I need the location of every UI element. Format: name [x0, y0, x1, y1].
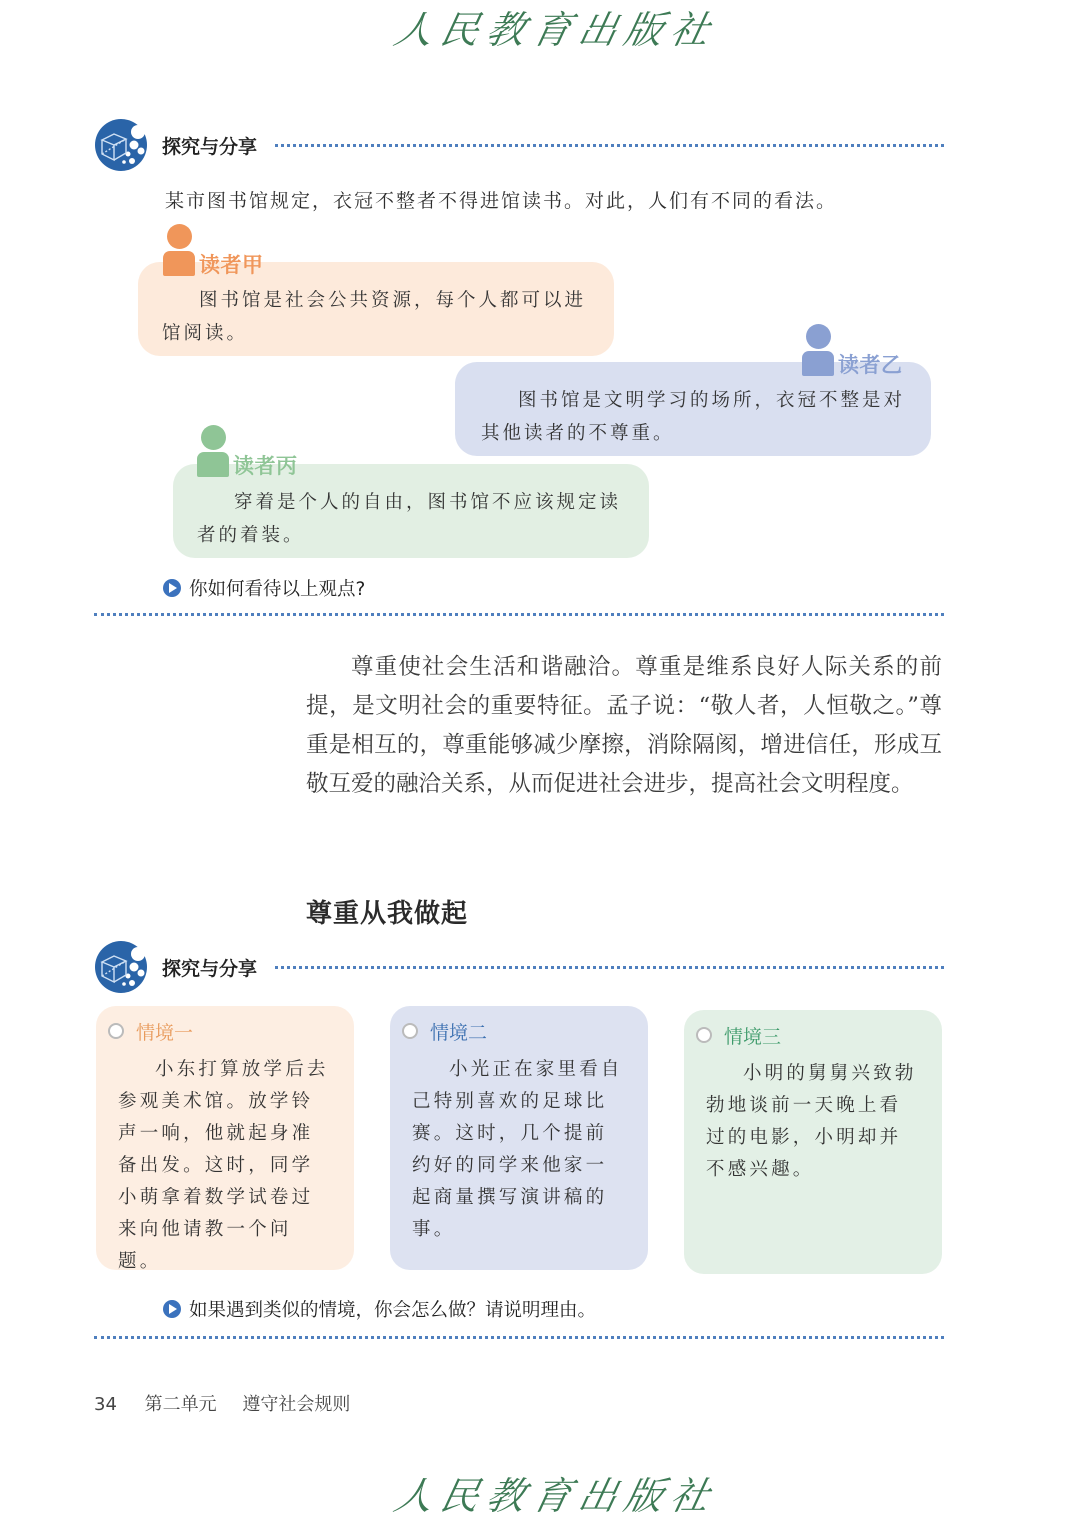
scenario-text: 小东打算放学后去参观美术馆。放学铃声一响，他就起身准备出发。这时，同学小萌拿着数学试卷过来向他请教一个问题。 — [118, 1059, 329, 1272]
question-text: 你如何看待以上观点? — [189, 579, 366, 600]
scenario-card-3 — [684, 1010, 942, 1274]
person-icon — [802, 324, 834, 376]
reader-b-text: 图书馆是文明学习的场所，衣冠不整是对其他读者的不尊重。 — [481, 390, 906, 444]
unit-title: 遵守社会规则 — [242, 1394, 351, 1415]
circle-bullet-icon — [696, 1027, 712, 1043]
person-icon — [197, 425, 229, 477]
explore-share-icon — [94, 940, 148, 994]
reader-c-bubble — [173, 464, 649, 558]
scenario-card-2 — [390, 1006, 648, 1270]
scenario-card-1 — [96, 1006, 354, 1270]
page-number: 34 — [94, 1394, 117, 1415]
person-icon — [163, 224, 195, 276]
scenario-text: 小光正在家里看自己特别喜欢的足球比赛。这时，几个提前约好的同学来他家一起商量撰写演讲稿的事。 — [412, 1059, 623, 1240]
discussion-question-1 — [163, 575, 365, 601]
section-header-explore-1 — [94, 117, 944, 173]
reader-b-name: 读者乙 — [838, 353, 903, 377]
reader-a-text: 图书馆是社会公共资源，每个人都可以进馆阅读。 — [162, 290, 587, 344]
section-title: 探究与分享 — [162, 135, 258, 158]
reader-b-label — [802, 324, 903, 376]
circle-bullet-icon — [402, 1023, 418, 1039]
section-header-explore-2 — [94, 939, 944, 995]
publisher-logo-top: 人民教育出版社 — [390, 8, 722, 52]
reader-c-label — [197, 425, 298, 477]
reader-a-name: 读者甲 — [199, 253, 264, 277]
scenario-title: 情境三 — [724, 1025, 782, 1048]
intro-text: 某市图书馆规定，衣冠不整者不得进馆读书。对此，人们有不同的看法。 — [165, 190, 838, 212]
explore-share-icon — [94, 118, 148, 172]
discussion-question-2 — [163, 1296, 596, 1322]
section-end-rule — [94, 1336, 944, 1339]
page-footer — [94, 1390, 350, 1416]
dotted-rule — [275, 144, 944, 147]
question-text: 如果遇到类似的情境，你会怎么做？请说明理由。 — [189, 1300, 597, 1321]
arrow-bullet-icon — [163, 1300, 181, 1318]
body-paragraph — [306, 648, 942, 804]
scenario-title: 情境二 — [430, 1021, 488, 1044]
body-paragraph-text: 尊重使社会生活和谐融洽。尊重是维系良好人际关系的前提，是文明社会的重要特征。孟子说：“敬人者，人恒敬之。”尊重是相互的，尊重能够减少摩擦，消除隔阂，增进信任，形成互敬互爱的融洽关系，从而促进社会进步，提高社会文明程度。 — [306, 654, 942, 797]
arrow-bullet-icon — [163, 579, 181, 597]
publisher-logo-bottom: 人民教育出版社 — [390, 1474, 722, 1518]
scenario-title: 情境一 — [136, 1021, 194, 1044]
unit-label: 第二单元 — [144, 1394, 217, 1415]
reader-a-label — [163, 224, 264, 276]
scenario-text: 小明的舅舅兴致勃勃地谈前一天晚上看过的电影，小明却并不感兴趣。 — [706, 1063, 917, 1180]
reader-c-name: 读者丙 — [233, 454, 298, 478]
circle-bullet-icon — [108, 1023, 124, 1039]
subheading: 尊重从我做起 — [306, 899, 469, 929]
reader-c-text: 穿着是个人的自由，图书馆不应该规定读者的着装。 — [197, 492, 622, 546]
section-title: 探究与分享 — [162, 957, 258, 980]
dotted-rule — [275, 966, 944, 969]
section-end-rule — [94, 613, 944, 616]
